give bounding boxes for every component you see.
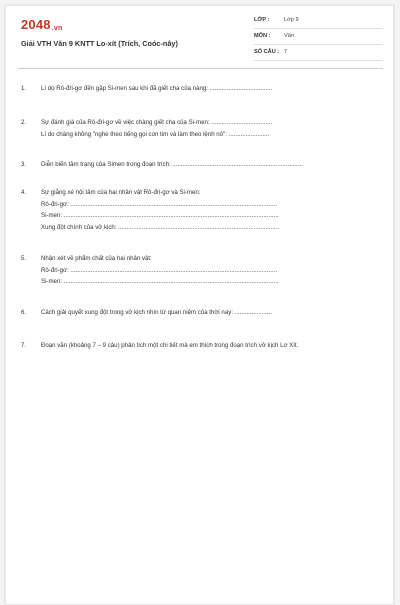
logo-text: 2048	[21, 17, 51, 32]
question-text: Rô-đri-gơ: ..........................................................................................................................	[41, 266, 277, 274]
question-number: 1.	[21, 85, 27, 92]
question-number: 4.	[21, 189, 27, 196]
meta-count-key: SỐ CÂU :	[254, 49, 280, 55]
logo-tld: .vn	[51, 25, 63, 32]
question-text: Lí do chàng không "nghe theo tiếng gọi con tim và làm theo lệnh nó": ........................	[41, 130, 270, 138]
meta-class-row	[254, 14, 382, 29]
question-text: Diễn biến tâm trạng của Simen trong đoạn trích: .............................................................................	[41, 161, 303, 168]
question-text: Xung đột chính của vở kịch: ...............................................................................................	[41, 223, 280, 231]
question-text: Nhận xét về phẩm chất của hai nhân vật:	[41, 255, 152, 262]
header-divider	[18, 68, 383, 69]
meta-count-value: 7	[284, 49, 288, 55]
question-text: Rô-đri-gơ: ..........................................................................................................................	[41, 200, 277, 208]
meta-class-key: LỚP :	[254, 17, 270, 23]
question-number: 6.	[21, 309, 27, 316]
question-number: 2.	[21, 119, 27, 126]
question-number: 5.	[21, 255, 27, 262]
question-text: Lí do Rô-đri-gơ đến gặp Si-men sau khi đã giết cha của nàng: .....................................	[41, 85, 273, 92]
question-text: Si-men: ...............................................................................................................................	[41, 212, 279, 219]
meta-subject-value: Văn	[284, 33, 294, 39]
question-text: Cách giải quyết xung đột trong vở kịch nhìn từ quan niệm của thời nay: ......................	[41, 309, 272, 316]
meta-subject-key: MÔN :	[254, 33, 271, 39]
question-number: 3.	[21, 161, 27, 168]
document-title: Giải VTH Văn 9 KNTT Lo-xít (Trích, Coóc-nây)	[21, 39, 178, 48]
worksheet-header	[6, 6, 395, 64]
meta-class-value: Lớp 9	[284, 17, 299, 23]
question-number: 7.	[21, 342, 27, 349]
site-logo[interactable]	[21, 17, 62, 32]
question-text: Đoạn văn (khoảng 7 – 9 câu) phân tích một chi tiết mà em thích trong đoạn trích vở kịch Lơ Xít.	[41, 342, 299, 349]
worksheet-page	[5, 5, 394, 605]
question-text: Sự giằng xé nội tâm của hai nhân vật Rô-đri-gơ và Si-men:	[41, 189, 201, 196]
meta-count-row	[254, 46, 382, 61]
question-text: Si-men: ...............................................................................................................................	[41, 278, 279, 285]
meta-subject-row	[254, 30, 382, 45]
question-text: Sự đánh giá của Rô-đri-gơ về việc chàng giết cha của Si-men: ....................................	[41, 119, 273, 126]
